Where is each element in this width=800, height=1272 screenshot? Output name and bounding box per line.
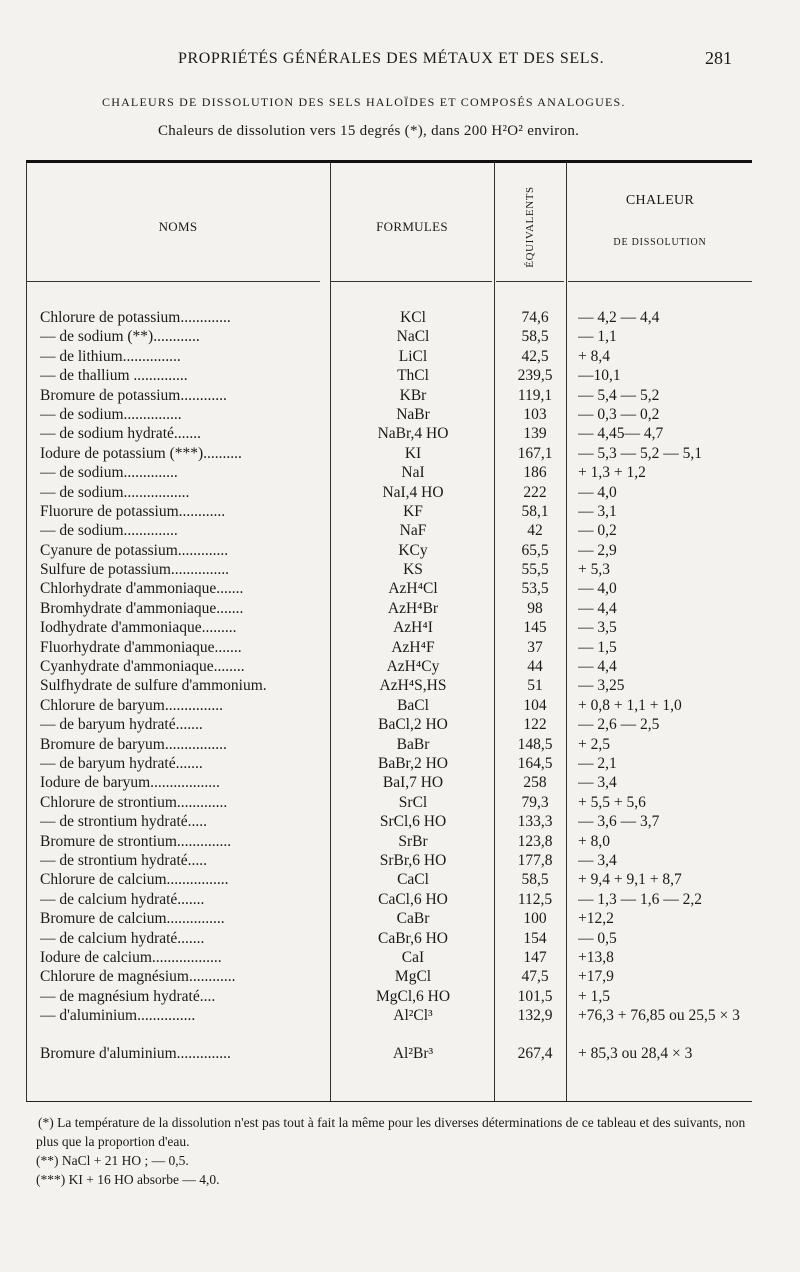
heat-of-dissolution: — 0,3 — 0,2 [578, 405, 660, 423]
header-rule-heat [568, 281, 752, 282]
salt-formula: ThCl [397, 367, 429, 385]
page-number: 281 [705, 48, 732, 68]
salt-name: Fluorure de potassium............ [40, 502, 226, 520]
salt-equivalent: 139 [523, 425, 547, 443]
salt-name: Chlorure de baryum............... [40, 696, 223, 714]
heat-of-dissolution: — 1,3 — 1,6 — 2,2 [578, 890, 702, 908]
heat-of-dissolution: + 8,4 [578, 347, 610, 365]
table-row [26, 987, 752, 1006]
salt-name: Chlorure de potassium............. [40, 309, 231, 326]
table-row [26, 909, 752, 928]
salt-name: — d'aluminium............... [40, 1007, 196, 1025]
salt-equivalent: 133,3 [517, 813, 553, 831]
table-row [26, 347, 752, 366]
salt-formula: BaCl,2 HO [378, 716, 448, 734]
table-row [26, 948, 752, 967]
table-row [26, 386, 752, 405]
column-header-equivalents-label: ÉQUIVALENTS [524, 186, 536, 268]
salt-formula: KF [403, 502, 423, 520]
table-row [26, 870, 752, 889]
table-row [26, 696, 752, 715]
salt-formula: Al²Br³ [392, 1045, 434, 1063]
table-row [26, 715, 752, 734]
salt-name: Iodure de calcium.................. [40, 948, 222, 966]
table-row [26, 676, 752, 695]
header-rule-equivalents [496, 281, 564, 282]
heat-of-dissolution: — 5,4 — 5,2 [578, 386, 660, 404]
salt-equivalent: 58,1 [521, 502, 549, 520]
header-rule-formulas [330, 281, 492, 282]
salt-formula: MgCl [394, 968, 432, 986]
heat-of-dissolution: —10,1 [578, 367, 621, 385]
running-title: PROPRIÉTÉS GÉNÉRALES DES MÉTAUX ET DES SELS. [178, 50, 605, 67]
salt-formula: CaI [401, 948, 425, 966]
heat-of-dissolution: — 3,5 [578, 619, 617, 637]
salt-equivalent: 145 [523, 619, 547, 637]
footnote-nacl: (**) NaCl + 21 HO ; — 0,5. [36, 1153, 189, 1168]
heat-of-dissolution: — 2,1 [578, 754, 617, 772]
table-row [26, 599, 752, 618]
heat-of-dissolution: + 1,5 [578, 987, 610, 1005]
salt-equivalent: 258 [523, 774, 547, 792]
salt-name: Bromure de baryum................ [40, 735, 227, 753]
salt-name: Iodhydrate d'ammoniaque......... [40, 619, 237, 637]
heat-of-dissolution: — 1,5 [578, 638, 617, 656]
salt-name: Bromure de calcium............... [40, 910, 225, 928]
salt-formula: KCy [398, 541, 428, 559]
salt-equivalent: 37 [527, 638, 543, 656]
salt-formula: NaI,4 HO [382, 483, 444, 501]
salt-equivalent: 186 [523, 464, 547, 482]
salt-formula: NaF [399, 522, 427, 540]
salt-name: Bromure de strontium.............. [40, 832, 232, 850]
salt-name: Iodure de potassium (***).......... [40, 444, 242, 462]
table-row [26, 754, 752, 773]
column-header-names: NOMS [158, 219, 198, 234]
salt-name: — de sodium (**)............ [40, 328, 200, 346]
salt-name: Chlorure de magnésium............ [40, 968, 236, 986]
section-title: CHALEURS DE DISSOLUTION DES SELS HALOÏDES ET COMPOSÉS ANALOGUES. [102, 95, 626, 109]
heat-of-dissolution: — 2,9 [578, 541, 617, 559]
heat-of-dissolution: — 0,5 [578, 929, 617, 947]
table-row [26, 929, 752, 948]
salt-name: Chlorhydrate d'ammoniaque....... [40, 580, 244, 598]
heat-of-dissolution: + 5,5 + 5,6 [578, 793, 646, 811]
salt-formula: CaBr,6 HO [378, 929, 448, 947]
table-row [26, 657, 752, 676]
salt-name: — de sodium............... [40, 405, 182, 423]
salt-equivalent: 98 [527, 599, 543, 617]
footnote-temperature: (*) La température de la dissolution n'est pas tout à fait la même pour les diverses déterminations de ce tableau et des suivants, non plus que la proportion d'eau. [36, 1115, 746, 1149]
salt-equivalent: 112,5 [517, 890, 553, 908]
table-subtitle: Chaleurs de dissolution vers 15 degrés (*), dans 200 H²O² environ. [158, 123, 580, 139]
heat-of-dissolution: — 3,1 [578, 502, 617, 520]
table-row [26, 483, 752, 502]
salt-formula: KBr [399, 386, 427, 404]
salt-name: Iodure de baryum.................. [40, 774, 220, 792]
table-row [26, 735, 752, 754]
salt-equivalent: 103 [523, 405, 547, 423]
table-row [26, 463, 752, 482]
salt-formula: Al²Cl³ [393, 1007, 433, 1025]
salt-equivalent: 51 [527, 677, 543, 695]
salt-name: — de sodium................. [40, 483, 190, 501]
salt-equivalent: 148,5 [517, 735, 553, 753]
heat-of-dissolution: — 4,2 — 4,4 [578, 309, 660, 326]
heat-of-dissolution: — 3,4 [578, 774, 617, 792]
heat-of-dissolution: — 2,6 — 2,5 [578, 716, 660, 734]
salt-equivalent: 167,1 [517, 444, 553, 462]
heat-of-dissolution: +17,9 [578, 968, 614, 986]
heat-of-dissolution: + 8,0 [578, 832, 610, 850]
salt-formula: CaCl [397, 871, 429, 889]
salt-equivalent: 42,5 [521, 347, 549, 365]
salt-name: Bromure de potassium............ [40, 386, 227, 404]
salt-formula: SrBr [398, 832, 428, 850]
footnotes [36, 1113, 752, 1189]
salt-name: — de lithium............... [40, 347, 181, 365]
salt-name: — de calcium hydraté....... [40, 890, 205, 908]
salt-equivalent: 239,5 [517, 367, 553, 385]
heat-of-dissolution: + 5,3 [578, 561, 610, 579]
heat-of-dissolution: + 9,4 + 9,1 + 8,7 [578, 871, 682, 889]
header-rule-names [26, 281, 320, 282]
salt-name: — de baryum hydraté....... [40, 754, 203, 772]
salt-equivalent: 65,5 [521, 541, 549, 559]
salt-name: Chlorure de calcium................ [40, 871, 229, 889]
column-header-heat: CHALEUR [625, 193, 695, 208]
table-row [26, 366, 752, 385]
table-row [26, 308, 752, 327]
heat-of-dissolution: + 85,3 ou 28,4 × 3 [578, 1045, 693, 1063]
salt-formula: NaI [401, 464, 425, 482]
salt-equivalent: 47,5 [521, 968, 549, 986]
salt-formula: SrCl [398, 793, 428, 811]
salt-formula: NaCl [396, 328, 430, 346]
heat-of-dissolution: — 3,4 [578, 851, 617, 869]
table-row [26, 327, 752, 346]
salt-formula: AzH⁴Cl [388, 580, 438, 598]
heat-of-dissolution: — 3,6 — 3,7 [578, 813, 660, 831]
heat-of-dissolution: — 5,3 — 5,2 — 5,1 [578, 444, 702, 462]
column-header-heat-sub: DE DISSOLUTION [613, 237, 707, 248]
salt-name: — de sodium.............. [40, 522, 178, 540]
table-body [26, 308, 752, 1063]
salt-equivalent: 267,4 [517, 1045, 553, 1063]
salt-equivalent: 44 [527, 658, 543, 676]
salt-name: Bromure d'aluminium.............. [40, 1045, 231, 1063]
salt-equivalent: 100 [523, 910, 547, 928]
salt-name: Bromhydrate d'ammoniaque....... [40, 599, 244, 617]
salt-equivalent: 177,8 [517, 851, 553, 869]
salt-formula: BaBr,2 HO [378, 754, 448, 772]
table-row [26, 773, 752, 792]
salt-formula: BaI,7 HO [382, 774, 444, 792]
heat-of-dissolution: + 1,3 + 1,2 [578, 464, 646, 482]
salt-formula: AzH⁴Br [387, 599, 439, 617]
salt-equivalent: 222 [523, 483, 547, 501]
table-row [26, 1044, 752, 1063]
salt-equivalent: 164,5 [517, 754, 553, 772]
salt-formula: CaBr [396, 910, 430, 928]
table-row [26, 424, 752, 443]
running-head [0, 50, 800, 74]
salt-formula: AzH⁴I [393, 619, 433, 637]
salt-formula: NaBr [396, 405, 430, 423]
salt-equivalent: 55,5 [521, 561, 549, 579]
heat-of-dissolution: + 2,5 [578, 735, 610, 753]
salt-name: Sulfure de potassium............... [40, 561, 229, 579]
table-row [26, 812, 752, 831]
salt-name: Fluorhydrate d'ammoniaque....... [40, 638, 242, 656]
salt-equivalent: 53,5 [521, 580, 549, 598]
column-header-formulas: FORMULES [376, 219, 448, 234]
column-header-equivalents [492, 177, 568, 277]
heat-of-dissolution: +76,3 + 76,85 ou 25,5 × 3 [578, 1007, 740, 1025]
salt-equivalent: 42 [527, 522, 543, 540]
salt-name: — de sodium.............. [40, 464, 178, 482]
salt-name: — de baryum hydraté....... [40, 716, 203, 734]
heat-of-dissolution: — 4,4 [578, 599, 617, 617]
salt-equivalent: 58,5 [521, 871, 549, 889]
salt-formula: AzH⁴S,HS [379, 677, 447, 695]
footnote-ki: (***) KI + 16 HO absorbe — 4,0. [36, 1172, 220, 1187]
table-row [26, 541, 752, 560]
salt-formula: SrBr,6 HO [379, 851, 447, 869]
salt-formula: AzH⁴Cy [386, 658, 440, 676]
salt-equivalent: 119,1 [517, 386, 553, 404]
table-row [26, 521, 752, 540]
heat-of-dissolution: +12,2 [578, 910, 614, 928]
table-row [26, 444, 752, 463]
dissolution-table [26, 160, 752, 1102]
heat-of-dissolution: + 0,8 + 1,1 + 1,0 [578, 696, 682, 714]
salt-name: Cyanhydrate d'ammoniaque........ [40, 658, 245, 676]
salt-equivalent: 123,8 [517, 832, 553, 850]
heat-of-dissolution: — 0,2 [578, 522, 617, 540]
heat-of-dissolution: — 4,0 [578, 580, 617, 598]
salt-formula: BaBr [396, 735, 430, 753]
salt-formula: CaCl,6 HO [378, 890, 448, 908]
salt-name: — de magnésium hydraté.... [40, 987, 216, 1005]
salt-equivalent: 132,9 [517, 1007, 553, 1025]
table-row [26, 1006, 752, 1044]
salt-formula: KI [404, 444, 422, 462]
heat-of-dissolution: — 1,1 [578, 328, 617, 346]
salt-name: — de strontium hydraté..... [40, 851, 208, 869]
salt-equivalent: 147 [523, 948, 547, 966]
heat-of-dissolution: — 3,25 [578, 677, 625, 695]
salt-name: — de calcium hydraté....... [40, 929, 205, 947]
table-row [26, 560, 752, 579]
table-row [26, 967, 752, 986]
salt-formula: SrCl,6 HO [379, 813, 447, 831]
salt-equivalent: 79,3 [521, 793, 549, 811]
table-row [26, 638, 752, 657]
salt-formula: MgCl,6 HO [375, 987, 451, 1005]
salt-equivalent: 58,5 [521, 328, 549, 346]
salt-formula: BaCl [397, 696, 429, 714]
salt-equivalent: 74,6 [521, 309, 549, 326]
table-row [26, 618, 752, 637]
salt-name: — de thallium .............. [40, 367, 188, 385]
salt-name: — de sodium hydraté....... [40, 425, 202, 443]
salt-formula: LiCl [398, 347, 428, 365]
salt-equivalent: 154 [523, 929, 547, 947]
table-row [26, 890, 752, 909]
salt-formula: NaBr,4 HO [377, 425, 449, 443]
table-row [26, 851, 752, 870]
salt-equivalent: 122 [523, 716, 547, 734]
salt-equivalent: 104 [523, 696, 547, 714]
table-row [26, 502, 752, 521]
table-row [26, 579, 752, 598]
salt-formula: KCl [400, 309, 426, 326]
salt-formula: KS [403, 561, 423, 579]
heat-of-dissolution: — 4,0 [578, 483, 617, 501]
table-row [26, 832, 752, 851]
table-row [26, 405, 752, 424]
heat-of-dissolution: — 4,45— 4,7 [578, 425, 664, 443]
salt-name: Sulfhydrate de sulfure d'ammonium. [40, 677, 267, 695]
heat-of-dissolution: +13,8 [578, 948, 614, 966]
salt-name: — de strontium hydraté..... [40, 813, 208, 831]
heat-of-dissolution: — 4,4 [578, 658, 617, 676]
table-row [26, 793, 752, 812]
salt-equivalent: 101,5 [517, 987, 553, 1005]
salt-formula: AzH⁴F [391, 638, 435, 656]
salt-name: Cyanure de potassium............. [40, 541, 229, 559]
salt-name: Chlorure de strontium............. [40, 793, 228, 811]
